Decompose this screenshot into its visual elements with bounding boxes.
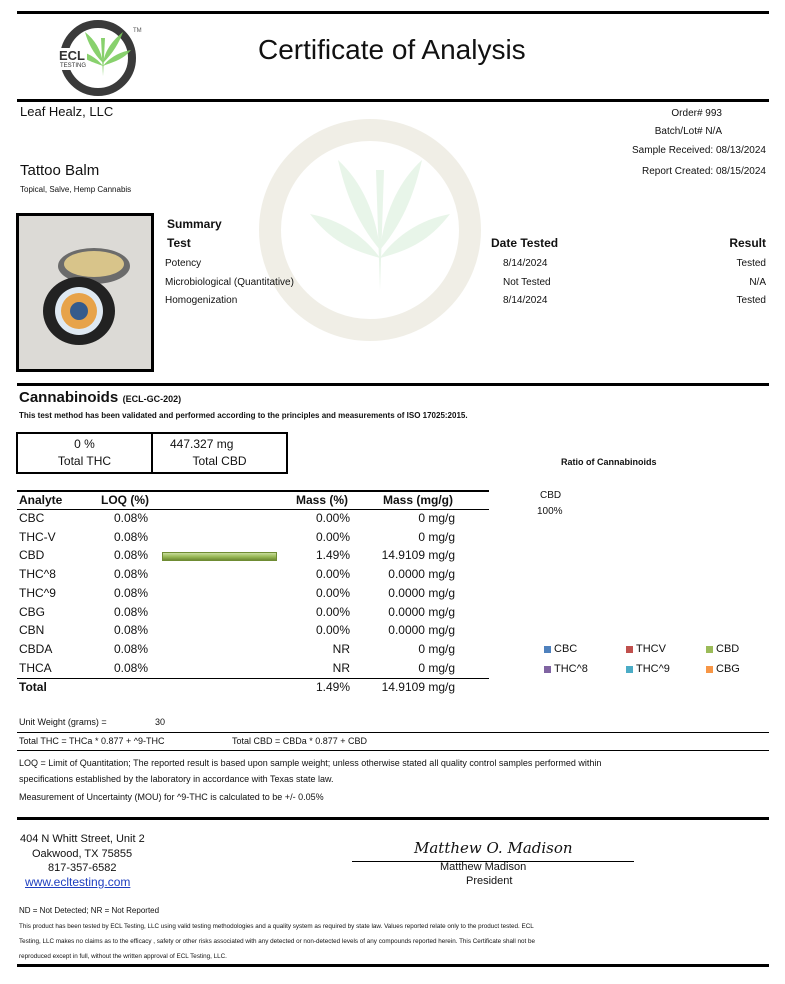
total-cbd-label: Total CBD — [192, 454, 247, 468]
legend-label: THCV — [636, 643, 666, 655]
legend-item — [544, 643, 577, 655]
total-thc-label: Total THC — [57, 454, 112, 468]
legend-swatch — [544, 646, 551, 653]
disclaimer-3: reproduced except in full, without the written approval of ECL Testing, LLC. — [19, 953, 227, 960]
header-loq: LOQ (%) — [101, 493, 149, 507]
analyte-name: THC^8 — [19, 567, 56, 582]
summary-result: Tested — [736, 295, 766, 306]
summary-date: Not Tested — [503, 277, 551, 288]
analyte-mass-mg: 0 mg/g — [418, 660, 455, 675]
analyte-name: CBDA — [19, 641, 53, 656]
ratio-title: Ratio of Cannabinoids — [561, 457, 657, 467]
nd-note: ND = Not Detected; NR = Not Reported — [19, 906, 160, 915]
unit-weight-value: 30 — [155, 717, 166, 727]
summary-col-test: Test — [167, 236, 191, 250]
legend-label: CBG — [716, 663, 740, 675]
batch-lot: Batch/Lot# N/A — [654, 126, 722, 137]
signer-title: President — [466, 875, 513, 887]
legend-item — [626, 663, 670, 675]
ratio-label: CBD — [540, 490, 562, 501]
logo-subtext: TESTING — [60, 63, 87, 69]
logo-text: ECL — [59, 48, 85, 63]
analyte-table — [17, 490, 489, 700]
product-name: Tattoo Balm — [20, 162, 100, 179]
method-statement: This test method has been validated and performed according to the principles and measurements of ISO 17025:2015. — [19, 411, 468, 420]
legend-item — [706, 663, 740, 675]
total-pct: 1.49% — [315, 680, 350, 694]
total-mg: 14.9109 mg/g — [381, 680, 455, 694]
analyte-mass-bar — [162, 552, 277, 561]
analyte-name: THCA — [19, 660, 52, 675]
disclaimer-2: Testing, LLC makes no claims as to the efficacy , safety or other risks associated with any detected or non-detected levels of any compounds reported herein. This Certificate shall not be — [19, 938, 536, 945]
analyte-name: CBG — [19, 604, 46, 619]
analyte-name: CBC — [19, 511, 45, 525]
formula-rule — [17, 750, 769, 751]
total-rule — [17, 678, 489, 679]
legend-item — [544, 663, 588, 675]
bottom-rule — [17, 964, 769, 967]
header-mass-pct: Mass (%) — [296, 493, 349, 507]
summary-result: Tested — [736, 258, 766, 269]
legend-swatch — [706, 666, 713, 673]
analyte-loq: 0.08% — [114, 585, 149, 600]
loq-note-2: specifications established by the laboratory in accordance with Texas state law. — [19, 774, 334, 784]
product-description: Topical, Salve, Hemp Cannabis — [20, 185, 132, 194]
legend-item — [626, 643, 666, 655]
analyte-mass-mg: 14.9109 mg/g — [381, 548, 455, 563]
analyte-mass-mg: 0.0000 mg/g — [388, 567, 455, 582]
ratio-value: 100% — [537, 506, 563, 517]
summary-date: 8/14/2024 — [503, 295, 548, 306]
analyte-loq: 0.08% — [114, 567, 149, 582]
legend-swatch — [544, 666, 551, 673]
analyte-mass-mg: 0 mg/g — [418, 641, 455, 656]
unit-weight-label: Unit Weight (grams) = — [19, 717, 107, 727]
legend-swatch — [626, 646, 633, 653]
sample-received: Sample Received: 08/13/2024 — [632, 145, 766, 156]
total-thc-formula: Total THC = THCa * 0.877 + ^9-THC — [19, 736, 165, 746]
header-rule — [17, 509, 489, 510]
header-analyte: Analyte — [19, 493, 63, 507]
legend-swatch — [706, 646, 713, 653]
analyte-loq: 0.08% — [114, 529, 149, 544]
address-line-1: 404 N Whitt Street, Unit 2 — [20, 833, 145, 845]
signer-name: Matthew Madison — [440, 861, 527, 873]
signature: Matthew O. Madison — [414, 839, 573, 857]
cannabinoids-heading — [19, 389, 181, 407]
cannabinoids-method: (ECL-GC-202) — [122, 394, 182, 404]
website-link[interactable]: www.ecltesting.com — [25, 875, 131, 889]
analyte-mass-pct: 0.00% — [315, 585, 350, 600]
legend-label: CBD — [716, 643, 740, 655]
ecl-logo — [53, 18, 143, 98]
footer-rule — [17, 817, 769, 820]
analyte-mass-pct: 0.00% — [315, 604, 350, 619]
summary-date: 8/14/2024 — [503, 258, 548, 269]
analyte-mass-pct: NR — [332, 660, 350, 675]
logo-trademark: TM — [133, 28, 142, 34]
analyte-loq: 0.08% — [114, 641, 149, 656]
analyte-mass-pct: 0.00% — [315, 567, 350, 582]
analyte-name: THC-V — [19, 529, 56, 544]
mou-note: Measurement of Uncertainty (MOU) for ^9-THC is calculated to be +/- 0.05% — [19, 792, 324, 802]
analyte-mass-pct: 1.49% — [315, 548, 350, 563]
analyte-mass-mg: 0.0000 mg/g — [388, 623, 455, 638]
total-label: Total — [19, 680, 47, 694]
analyte-mass-mg: 0.0000 mg/g — [388, 585, 455, 600]
summary-test: Microbiological (Quantitative) — [165, 277, 294, 288]
section-rule — [17, 383, 769, 386]
table-top-rule — [17, 490, 489, 492]
page-title: Certificate of Analysis — [258, 34, 526, 65]
phone-number: 817-357-6582 — [48, 862, 117, 874]
analyte-loq: 0.08% — [114, 511, 149, 525]
totals-box — [16, 432, 288, 474]
summary-col-result: Result — [729, 236, 766, 250]
header-mass-mg: Mass (mg/g) — [383, 493, 454, 507]
analyte-loq: 0.08% — [114, 660, 149, 675]
legend-swatch — [626, 666, 633, 673]
address-line-2: Oakwood, TX 75855 — [32, 848, 133, 860]
analyte-mass-pct: 0.00% — [315, 529, 350, 544]
summary-test: Homogenization — [165, 295, 238, 306]
analyte-loq: 0.08% — [114, 548, 149, 563]
analyte-mass-mg: 0.0000 mg/g — [388, 604, 455, 619]
analyte-mass-pct: 0.00% — [315, 623, 350, 638]
legend-item — [706, 643, 739, 655]
legend-label: THC^8 — [554, 663, 588, 675]
header-rule — [17, 99, 769, 102]
analyte-name: CBN — [19, 623, 45, 638]
product-photo — [16, 213, 154, 372]
analyte-mass-mg: 0 mg/g — [418, 529, 455, 544]
analyte-mass-pct: 0.00% — [315, 511, 350, 525]
summary-result: N/A — [749, 277, 766, 288]
total-thc-value: 0 % — [74, 437, 95, 451]
notes-rule — [17, 732, 769, 733]
analyte-loq: 0.08% — [114, 623, 149, 638]
analyte-mass-pct: NR — [332, 641, 350, 656]
client-name: Leaf Healz, LLC — [20, 104, 114, 119]
legend-label: CBC — [554, 643, 578, 655]
cannabinoids-title: Cannabinoids — [19, 389, 119, 406]
total-cbd-formula: Total CBD = CBDa * 0.877 + CBD — [232, 736, 368, 746]
summary-col-date: Date Tested — [491, 236, 559, 250]
total-cbd-value: 447.327 mg — [170, 437, 234, 451]
loq-note-1: LOQ = Limit of Quantitation; The reported result is based upon sample weight; unless otherwise stated all quality control samples performed within — [19, 758, 602, 768]
analyte-name: THC^9 — [19, 585, 56, 600]
summary-test: Potency — [165, 258, 202, 269]
analyte-loq: 0.08% — [114, 604, 149, 619]
analyte-name: CBD — [19, 548, 45, 563]
report-created: Report Created: 08/15/2024 — [642, 166, 766, 177]
summary-heading: Summary — [167, 217, 222, 231]
watermark-logo — [250, 110, 490, 350]
top-rule — [17, 11, 769, 14]
analyte-mass-mg: 0 mg/g — [418, 511, 455, 525]
legend-label: THC^9 — [636, 663, 670, 675]
disclaimer-1: This product has been tested by ECL Testing, LLC using valid testing methodologies and a quality system as required by state law. Values reported relate only to the product tested. ECL — [19, 923, 534, 930]
order-number: Order# 993 — [671, 108, 722, 119]
